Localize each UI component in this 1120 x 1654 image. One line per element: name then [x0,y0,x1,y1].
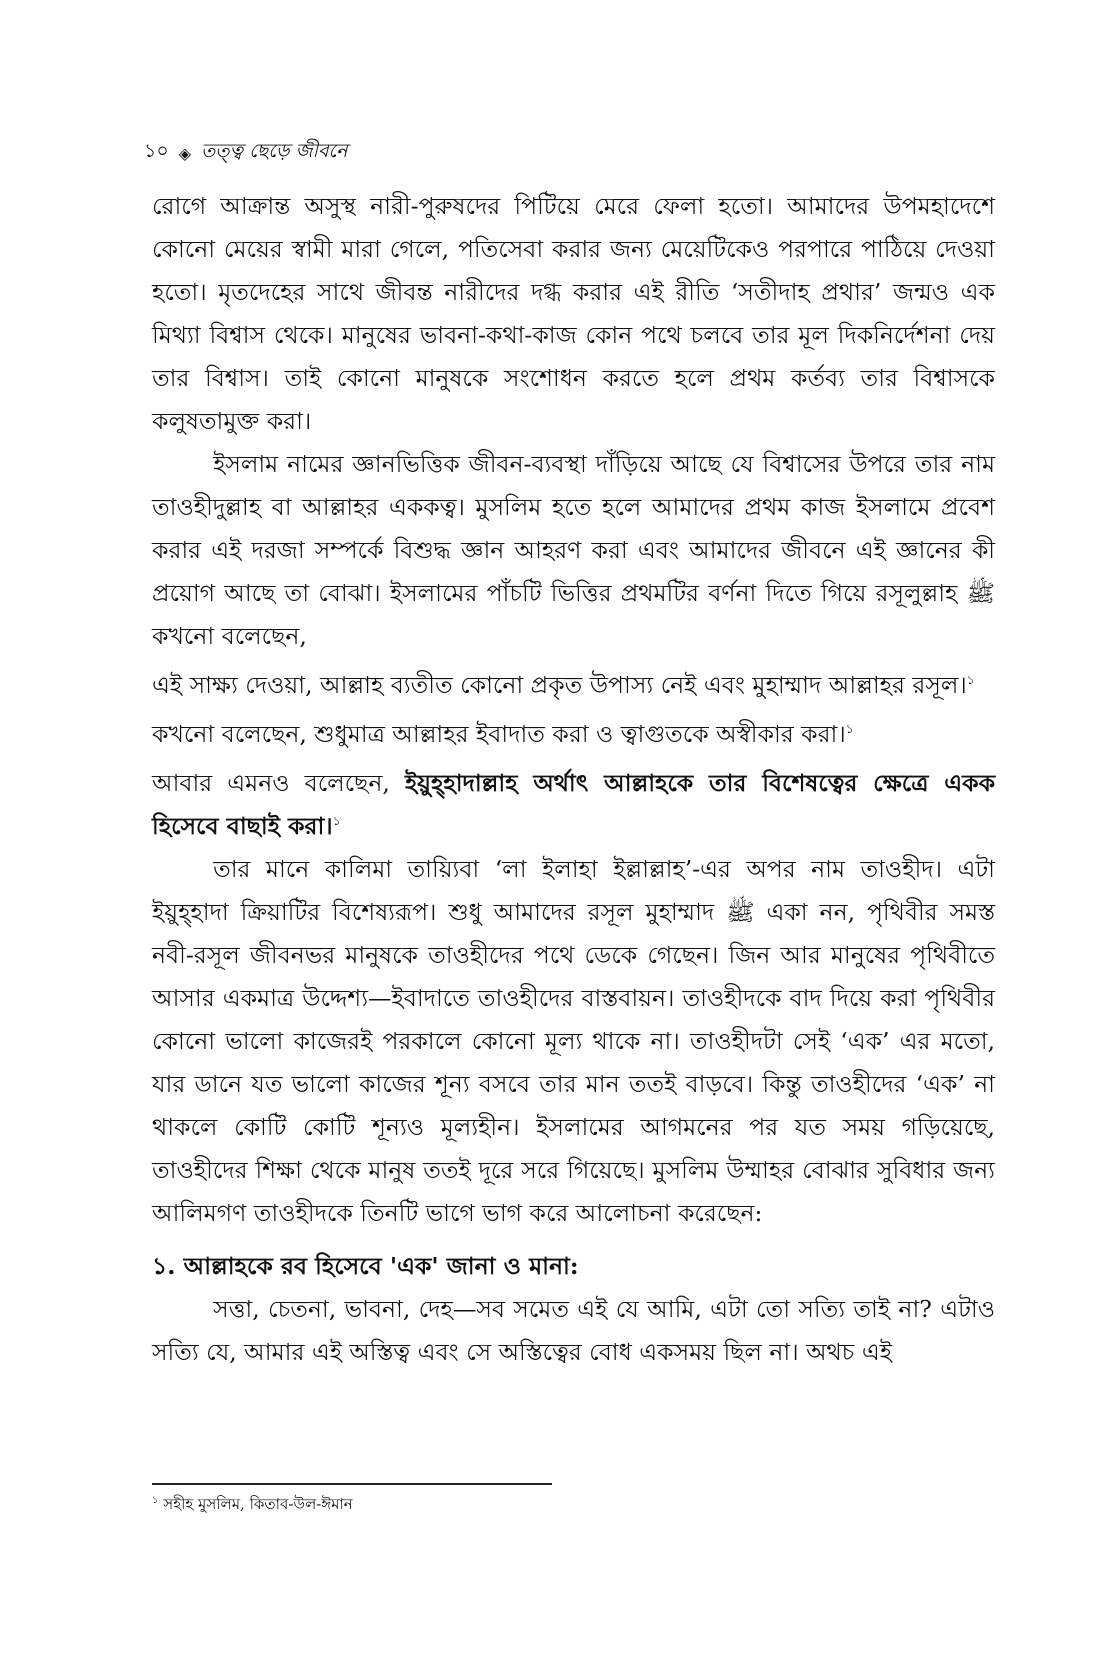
footnote [152,1493,353,1518]
footnote-marker[interactable]: ১ [332,814,341,829]
page-number: ১০ [144,140,169,162]
quote-text: কখনো বলেছেন, শুধুমাত্র আল্লাহর ইবাদাত করা ও ত্বাগুতকে অস্বীকার করা। [152,720,846,748]
footnote-marker[interactable]: ১ [966,673,975,688]
quote-bold-text: ইয়ুহ্হাদাল্লাহ অর্থাৎ আল্লাহকে তার বিশেষত্বের ক্ষেত্রে একক হিসেবে বাছাই করা। [152,769,996,840]
diamond-ornament-icon: ◈ [178,143,191,163]
paragraph-1: রোগে আক্রান্ত অসুস্থ নারী-পুরুষদের পিটিয়ে মেরে ফেলা হতো। আমাদের উপমহাদেশে কোনো মেয়ের স্বামী মারা গেলে, পতিসেবা করার জন্য মেয়েটিকেও পরপারে পাঠিয়ে দেওয়া হতো। মৃতদেহের সাথে জীবন্ত নারীদের দগ্ধ করার এই রীতি ‘সতীদাহ প্রথার’ জন্মও এক মিথ্যা বিশ্বাস থেকে। মানুষের ভাবনা-কথা-কাজ কোন পথে চলবে তার মূল দিকনির্দেশনা দেয় তার বিশ্বাস। তাই কোনো মানুষকে সংশোধন করতে হলে প্রথম কর্তব্য তার বিশ্বাসকে কলুষতামুক্ত করা। [152,192,995,435]
running-header [144,137,348,169]
quote-prefix: আবার এমনও বলেছেন, [152,769,405,797]
footnote-text: সহীহ মুসলিম, কিতাব-উল-ঈমান [163,1495,353,1513]
paragraph-4: সত্তা, চেতনা, ভাবনা, দেহ—সব সমেত এই যে আমি, এটা তো সত্যি তাই না? এটাও সত্যি যে, আমার এই অস্তিত্ব এবং সে অস্তিত্বের বোধ একসময় ছিল না। অথচ এই [152,1295,995,1366]
paragraph-3: তার মানে কালিমা তায়্যিবা ‘লা ইলাহা ইল্লাল্লাহ’-এর অপর নাম তাওহীদ। এটা ইয়ুহ্হাদা ক্রিয়াটির বিশেষ্যরূপ। শুধু আমাদের রসূল মুহাম্মাদ ﷺ একা নন, পৃথিবীর সমস্ত নবী-রসূল জীবনভর মানুষকে তাওহীদের পথে ডেকে গেছেন। জিন আর মানুষের পৃথিবীতে আসার একমাত্র উদ্দেশ্য—ইবাদাতে তাওহীদের বাস্তবায়ন। তাওহীদকে বাদ দিয়ে করা পৃথিবীর কোনো ভালো কাজেরই পরকালে কোনো মূল্য থাকে না। তাওহীদটা সেই ‘এক’ এর মতো, যার ডানে যত ভালো কাজের শূন্য বসবে তার মান ততই বাড়বে। কিন্তু তাওহীদের ‘এক’ না থাকলে কোটি কোটি শূন্যও মূল্যহীন। ইসলামের আগমনের পর যত সময় গড়িয়েছে, তাওহীদের শিক্ষা থেকে মানুষ ততই দূরে সরে গিয়েছে। মুসলিম উম্মাহর বোঝার সুবিধার জন্য আলিমগণ তাওহীদকে তিনটি ভাগে ভাগ করে আলোচনা করেছেন: [152,855,995,1227]
footnote-number: ১ [152,1495,159,1506]
quote-text: এই সাক্ষ্য দেওয়া, আল্লাহ ব্যতীত কোনো প্রকৃত উপাস্য নেই এবং মুহাম্মাদ আল্লাহর রসূল। [152,671,967,699]
page-body [152,185,995,1374]
footnote-divider [152,1483,552,1485]
footnote-marker[interactable]: ১ [845,722,854,737]
paragraph-2: ইসলাম নামের জ্ঞানভিত্তিক জীবন-ব্যবস্থা দাঁড়িয়ে আছে যে বিশ্বাসের উপরে তার নাম তাওহীদুল্লাহ বা আল্লাহর এককত্ব। মুসলিম হতে হলে আমাদের প্রথম কাজ ইসলামে প্রবেশ করার এই দরজা সম্পর্কে বিশুদ্ধ জ্ঞান আহরণ করা এবং আমাদের জীবনে এই জ্ঞানের কী প্রয়োগ আছে তা বোঝা। ইসলামের পাঁচটি ভিত্তির প্রথমটির বর্ণনা দিতে গিয়ে রসূলুল্লাহ ﷺ কখনো বলেছেন, [152,450,995,650]
section-heading: ১. আল্লাহকে রব হিসেবে 'এক' জানা ও মানা: [152,1252,579,1280]
hadith-quote-1 [152,664,995,707]
hadith-quote-3 [152,762,995,848]
hadith-quote-2 [152,713,995,756]
book-title: তত্ত্ব ছেড়ে জীবনে [201,140,348,162]
